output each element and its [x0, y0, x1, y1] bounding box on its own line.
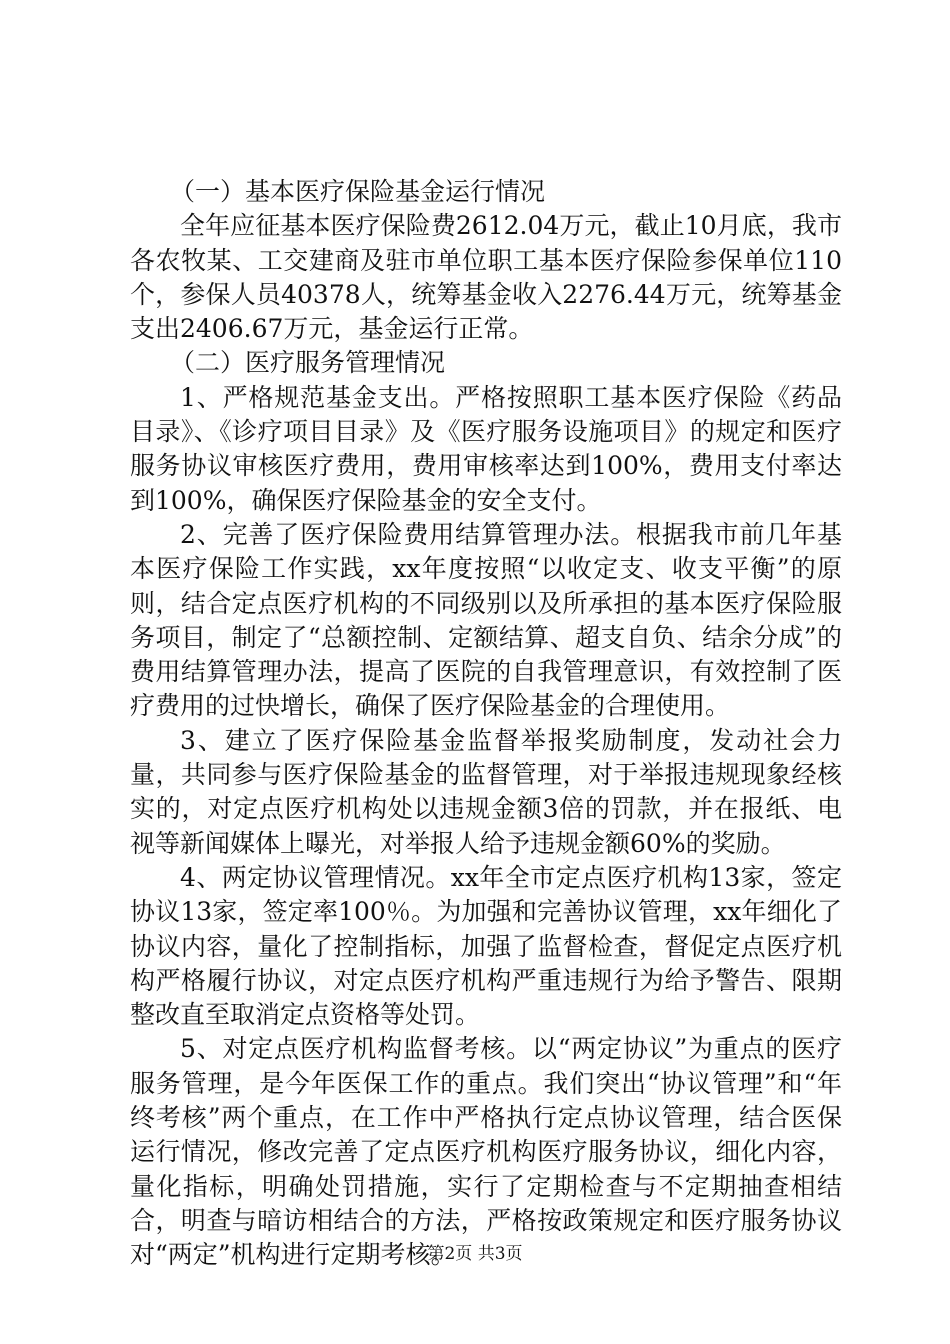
paragraph-item-4: 4、两定协议管理情况。xx年全市定点医疗机构13家，签定协议13家，签定率100％。为加强和完善协议管理，xx年细化了协议内容，量化了控制指标，加强了监督检查，督促定点医疗机构严格履行协议，对定点医疗机构严重违规行为给予警告、限期整改直至取消定点资格等处罚。 — [130, 862, 842, 1030]
paragraph-item-1: 1、严格规范基金支出。严格按照职工基本医疗保险《药品目录》、《诊疗项目目录》及《医疗服务设施项目》的规定和医疗服务协议审核医疗费用，费用审核率达到100%，费用支付率达到100%，确保医疗保险基金的安全支付。 — [130, 382, 842, 515]
paragraph-item-3: 3、建立了医疗保险基金监督举报奖励制度，发动社会力量，共同参与医疗保险基金的监督管理，对于举报违规现象经核实的，对定点医疗机构处以违规金额3倍的罚款，并在报纸、电视等新闻媒体上曝光，对举报人给予违规金额60%的奖励。 — [130, 725, 842, 858]
page-number: 第2页 共3页 — [427, 1244, 523, 1264]
section-heading-fund: （一）基本医疗保险基金运行情况 — [170, 177, 546, 206]
paragraph-fund-summary: 全年应征基本医疗保险费2612.04万元，截止10月底，我市各农牧某、工交建商及驻市单位职工基本医疗保险参保单位110个，参保人员40378人，统筹基金收入2276.44万元，统筹基金支出2406.67万元，基金运行正常。 — [130, 211, 842, 344]
section-heading-service: （二）医疗服务管理情况 — [170, 348, 446, 378]
document-body — [130, 175, 842, 1273]
paragraph-item-5: 5、对定点医疗机构监督考核。以“两定协议”为重点的医疗服务管理，是今年医保工作的重点。我们突出“协议管理”和“年终考核”两个重点，在工作中严格执行定点协议管理，结合医保运行情况，修改完善了定点医疗机构医疗服务协议，细化内容，量化指标，明确处罚措施，实行了定期检查与不定期抽查相结合，明查与暗访相结合的方法，严格按政策规定和医疗服务协议对“两定”机构进行定期考核。 — [130, 1034, 842, 1270]
paragraph-item-2: 2、完善了医疗保险费用结算管理办法。根据我市前几年基本医疗保险工作实践，xx年度按照“以收定支、收支平衡”的原则，结合定点医疗机构的不同级别以及所承担的基本医疗保险服务项目，制定了“总额控制、定额结算、超支自负、结余分成”的费用结算管理办法，提高了医院的自我管理意识，有效控制了医疗费用的过快增长，确保了医疗保险基金的合理使用。 — [130, 519, 842, 721]
